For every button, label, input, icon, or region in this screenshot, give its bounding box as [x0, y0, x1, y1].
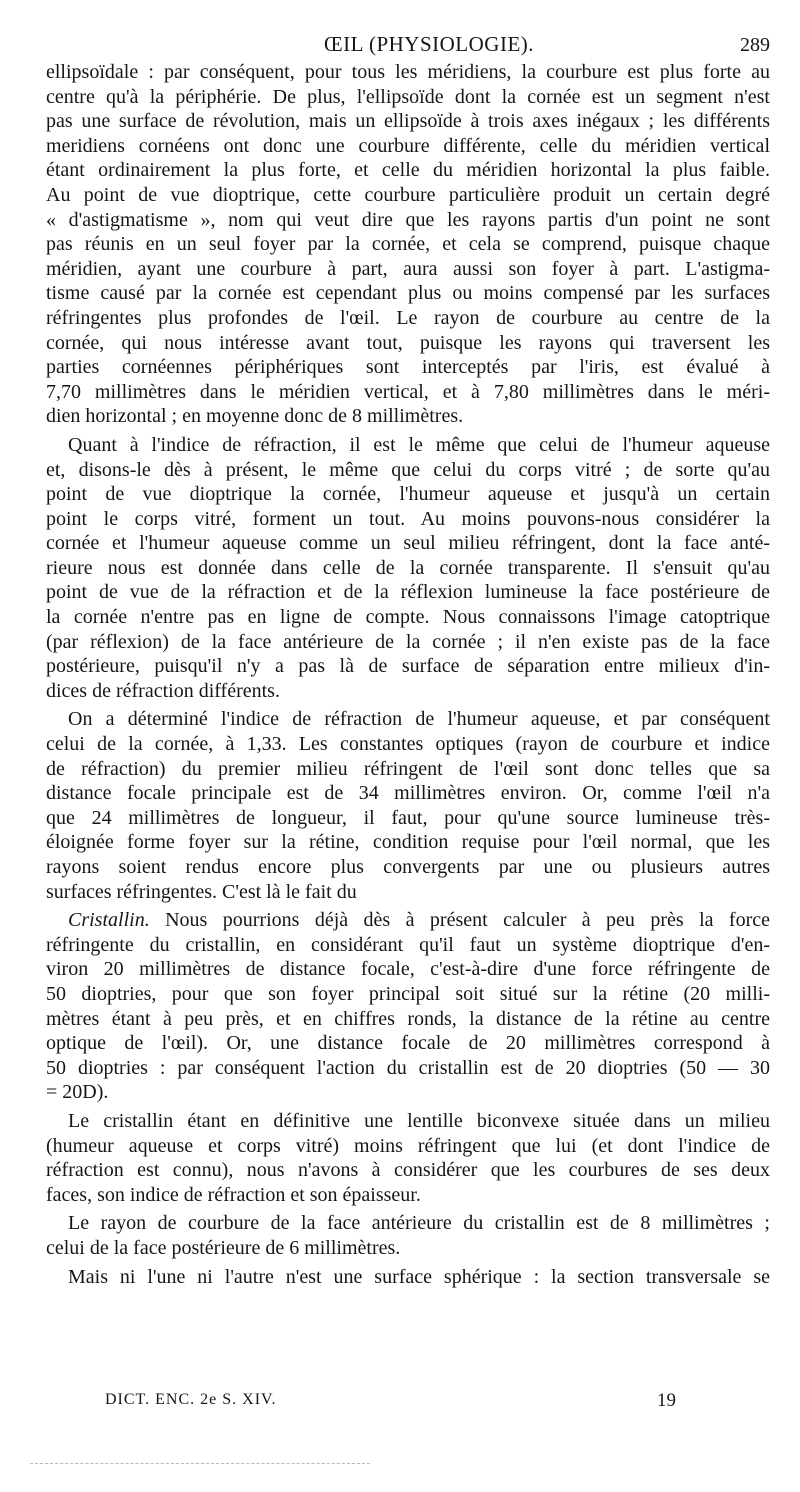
- text-line: de réfraction) du premier milieu réfringent de l'œil sont donc telles que sa: [46, 757, 770, 780]
- text-line: réfringente du cristallin, en considérant qu'il faut un système dioptrique d'en-: [46, 933, 770, 956]
- page-header: [46, 32, 770, 60]
- italic-term: Cristallin.: [68, 909, 150, 932]
- text-line: optique de l'œil). Or, une distance focale de 20 millimètres correspond à: [46, 1032, 770, 1055]
- text-line: (par réflexion) de la face antérieure de la cornée ; il n'en existe pas de la face: [46, 630, 770, 653]
- sheet-number: 19: [657, 1390, 676, 1411]
- text-line: celui de la face postérieure de 6 millimètres.: [46, 1236, 401, 1259]
- text-line: réfringentes plus profondes de l'œil. Le rayon de courbure au centre de la: [46, 306, 770, 329]
- text-line: que 24 millimètres de longueur, il faut, pour qu'une source lumineuse très-: [46, 806, 770, 829]
- text-line: cornée et l'humeur aqueuse comme un seul milieu réfringent, dont la face anté-: [46, 532, 770, 555]
- text-line: la cornée n'entre pas en ligne de compte. Nous connaissons l'image catoptrique: [46, 606, 770, 629]
- text-line: pas réunis en un seul foyer par la cornée, et cela se comprend, puisque chaque: [46, 233, 770, 256]
- page-footer: [105, 1391, 695, 1417]
- text-line: méridien, ayant une courbure à part, aura aussi son foyer à part. L'astigma-: [46, 257, 770, 280]
- text-line: meridiens cornéens ont donc une courbure différente, celle du méridien vertical: [46, 134, 770, 157]
- text-line: éloignée forme foyer sur la rétine, condition requise pour l'œil normal, que les: [46, 831, 770, 854]
- text-line: celui de la cornée, à 1,33. Les constantes optiques (rayon de courbure et indice: [46, 733, 770, 756]
- text-line: postérieure, puisqu'il n'y a pas là de surface de séparation entre milieux d'in-: [46, 655, 770, 678]
- text-line: point le corps vitré, forment un tout. Au moins pouvons-nous considérer la: [46, 507, 770, 530]
- text-line: surfaces réfringentes. C'est là le fait du: [46, 880, 357, 903]
- body-text: [46, 60, 770, 1289]
- scan-artifact-rule: [30, 1463, 370, 1464]
- page-number: 289: [740, 34, 770, 56]
- text-line: distance focale principale est de 34 millimètres environ. Or, comme l'œil n'a: [46, 782, 770, 805]
- line-remainder: Nous pourrions déjà dès à présent calculer à peu près la force: [149, 909, 770, 932]
- text-line: point de vue de la réfraction et de la réflexion lumineuse la face postérieure de: [46, 581, 770, 604]
- text-line: centre qu'à la périphérie. De plus, l'ellipsoïde dont la cornée est un segment n'est: [46, 85, 770, 108]
- text-line: cornée, qui nous intéresse avant tout, puisque les rayons qui traversent les: [46, 331, 770, 354]
- text-line: rieure nous est donnée dans celle de la cornée transparente. Il s'ensuit qu'au: [46, 556, 770, 579]
- paragraph-first-line: On a déterminé l'indice de réfraction de l'humeur aqueuse, et par conséquent: [68, 708, 770, 731]
- text-line: « d'astigmatisme », nom qui veut dire que les rayons partis d'un point ne sont: [46, 208, 770, 231]
- text-line: rayons soient rendus encore plus convergents par une ou plusieurs autres: [46, 856, 770, 878]
- text-line: (humeur aqueuse et corps vitré) moins réfringent que lui (et dont l'indice de: [46, 1134, 770, 1157]
- text-line: 7,70 millimètres dans le méridien vertical, et à 7,80 millimètres dans le méri-: [46, 380, 770, 403]
- text-line: 50 dioptries, pour que son foyer principal soit situé sur la rétine (20 milli-: [46, 982, 770, 1005]
- paragraph-first-line: Mais ni l'une ni l'autre n'est une surface sphérique : la section transversale se: [68, 1265, 770, 1288]
- running-title: ŒIL (PHYSIOLOGIE).: [324, 32, 535, 56]
- text-line: viron 20 millimètres de distance focale, c'est-à-dire d'une force réfringente de: [46, 958, 770, 981]
- text-line: Au point de vue dioptrique, cette courbure particulière produit un certain degré: [46, 183, 770, 206]
- text-line: dien horizontal ; en moyenne donc de 8 millimètres.: [46, 405, 464, 428]
- text-line: pas une surface de révolution, mais un ellipsoïde à trois axes inégaux ; les différents: [46, 110, 770, 133]
- text-line: 50 dioptries : par conséquent l'action du cristallin est de 20 dioptries (50 — 30: [46, 1056, 770, 1079]
- text-line: dices de réfraction différents.: [46, 679, 280, 702]
- text-line: et, disons-le dès à présent, le même que celui du corps vitré ; de sorte qu'au: [46, 458, 770, 481]
- text-line: faces, son indice de réfraction et son épaisseur.: [46, 1183, 421, 1206]
- paragraph-first-line: Le rayon de courbure de la face antérieure du cristallin est de 8 millimètres ;: [68, 1212, 770, 1235]
- signature-mark: DICT. ENC. 2e S. XIV.: [105, 1391, 277, 1408]
- text-line: point de vue dioptrique la cornée, l'humeur aqueuse et jusqu'à un certain: [46, 483, 770, 506]
- text-line: étant ordinairement la plus forte, et celle du méridien horizontal la plus faible.: [46, 159, 770, 182]
- text-line: mètres étant à peu près, et en chiffres ronds, la distance de la rétine au centre: [46, 1007, 770, 1030]
- text-line: tisme causé par la cornée est cependant plus ou moins compensé par les surfaces: [46, 282, 770, 305]
- paragraph-first-line-cristallin: [46, 908, 770, 933]
- text-line: réfraction est connu), nous n'avons à considérer que les courbures de ses deux: [46, 1159, 770, 1182]
- paragraph-first-line: Le cristallin étant en définitive une lentille biconvexe située dans un milieu: [68, 1109, 770, 1132]
- text-line: = 20D).: [46, 1081, 109, 1104]
- paragraph-first-line: Quant à l'indice de réfraction, il est le même que celui de l'humeur aqueuse: [68, 433, 770, 456]
- text-line: parties cornéennes périphériques sont interceptés par l'iris, est évalué à: [46, 356, 770, 379]
- text-line: ellipsoïdale : par conséquent, pour tous les méridiens, la courbure est plus forte au: [46, 61, 770, 83]
